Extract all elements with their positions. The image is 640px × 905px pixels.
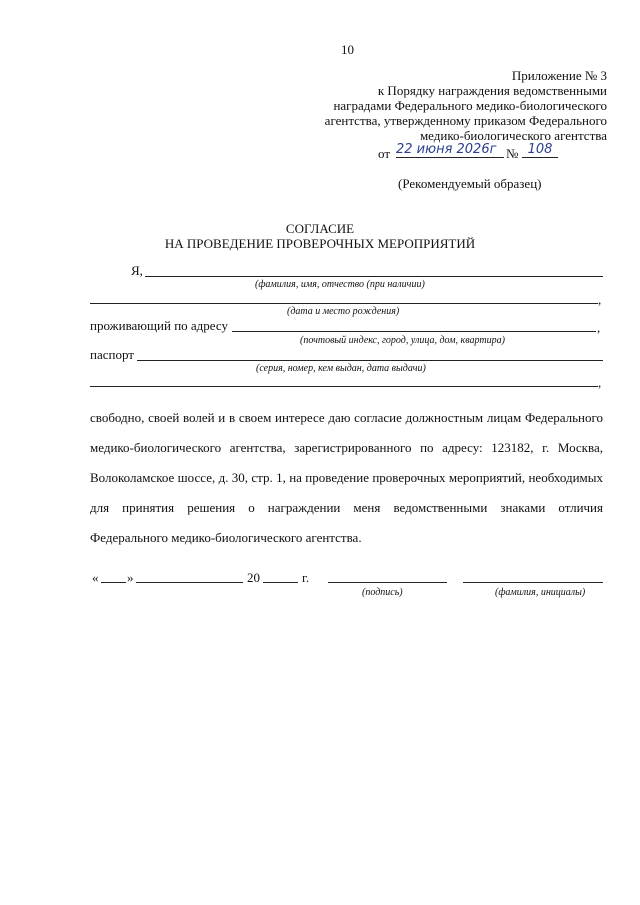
appendix-line-4: агентства, утвержденному приказом Федерального bbox=[324, 113, 607, 128]
recommended-sample-note: (Рекомендуемый образец) bbox=[398, 176, 542, 191]
month-field-line[interactable] bbox=[136, 582, 243, 583]
order-date-handwritten: 22 июня 2026г bbox=[396, 142, 504, 158]
document-title: СОГЛАСИЕ bbox=[285, 221, 355, 236]
year-suffix: г. bbox=[302, 570, 310, 585]
appendix-header bbox=[300, 68, 607, 143]
birth-comma: , bbox=[598, 292, 602, 307]
consent-paragraph bbox=[90, 403, 603, 553]
address-field-line[interactable] bbox=[232, 331, 596, 332]
order-number-handwritten: 108 bbox=[522, 142, 558, 158]
passport-label: паспорт bbox=[90, 347, 134, 362]
appendix-line-2: к Порядку награждения ведомственными bbox=[377, 83, 607, 98]
order-from-label: от bbox=[378, 146, 391, 161]
passport-field-line[interactable] bbox=[137, 360, 603, 361]
address-hint: (почтовый индекс, город, улица, дом, квартира) bbox=[300, 335, 505, 346]
year-prefix: 20 bbox=[247, 570, 260, 585]
appendix-line-3: наградами Федерального медико-биологического bbox=[333, 98, 607, 113]
signature-field-line[interactable] bbox=[328, 582, 447, 583]
date-close-quote: » bbox=[127, 570, 134, 585]
initials-hint: (фамилия, инициалы) bbox=[495, 587, 586, 598]
birth-field-line[interactable] bbox=[90, 303, 598, 304]
initials-field-line[interactable] bbox=[463, 582, 603, 583]
birth-hint: (дата и место рождения) bbox=[287, 306, 400, 317]
order-number-label: № bbox=[506, 146, 519, 161]
consent-text: свободно, своей волей и в своем интересе даю согласие должностным лицам Федерального медико-биологического агентства, зарегистрированного по адресу: 123182, г. Москва, Волоколамское шоссе, д. 30, стр. 1, на проведение проверочных мероприятий, необходимых для принятия решения о награждении меня ведомственными знаками отличия Федерального медико-биологического агентства. bbox=[90, 410, 603, 545]
passport-comma: , bbox=[598, 375, 602, 390]
day-field-line[interactable] bbox=[101, 582, 126, 583]
signature-hint: (подпись) bbox=[362, 587, 403, 598]
passport-hint: (серия, номер, кем выдан, дата выдачи) bbox=[256, 363, 426, 374]
address-comma: , bbox=[597, 320, 601, 335]
ya-label: Я, bbox=[131, 263, 143, 278]
page-number: 10 bbox=[341, 42, 354, 57]
date-open-quote: « bbox=[92, 570, 99, 585]
fio-hint: (фамилия, имя, отчество (при наличии) bbox=[255, 279, 425, 290]
fio-field-line[interactable] bbox=[145, 276, 603, 277]
appendix-line-5: медико-биологического агентства bbox=[419, 128, 607, 143]
appendix-line-1: Приложение № 3 bbox=[511, 68, 607, 83]
address-label: проживающий по адресу bbox=[90, 318, 228, 333]
passport-extra-line[interactable] bbox=[90, 386, 598, 387]
document-subtitle: НА ПРОВЕДЕНИЕ ПРОВЕРОЧНЫХ МЕРОПРИЯТИЙ bbox=[164, 236, 476, 251]
year-field-line[interactable] bbox=[263, 582, 298, 583]
